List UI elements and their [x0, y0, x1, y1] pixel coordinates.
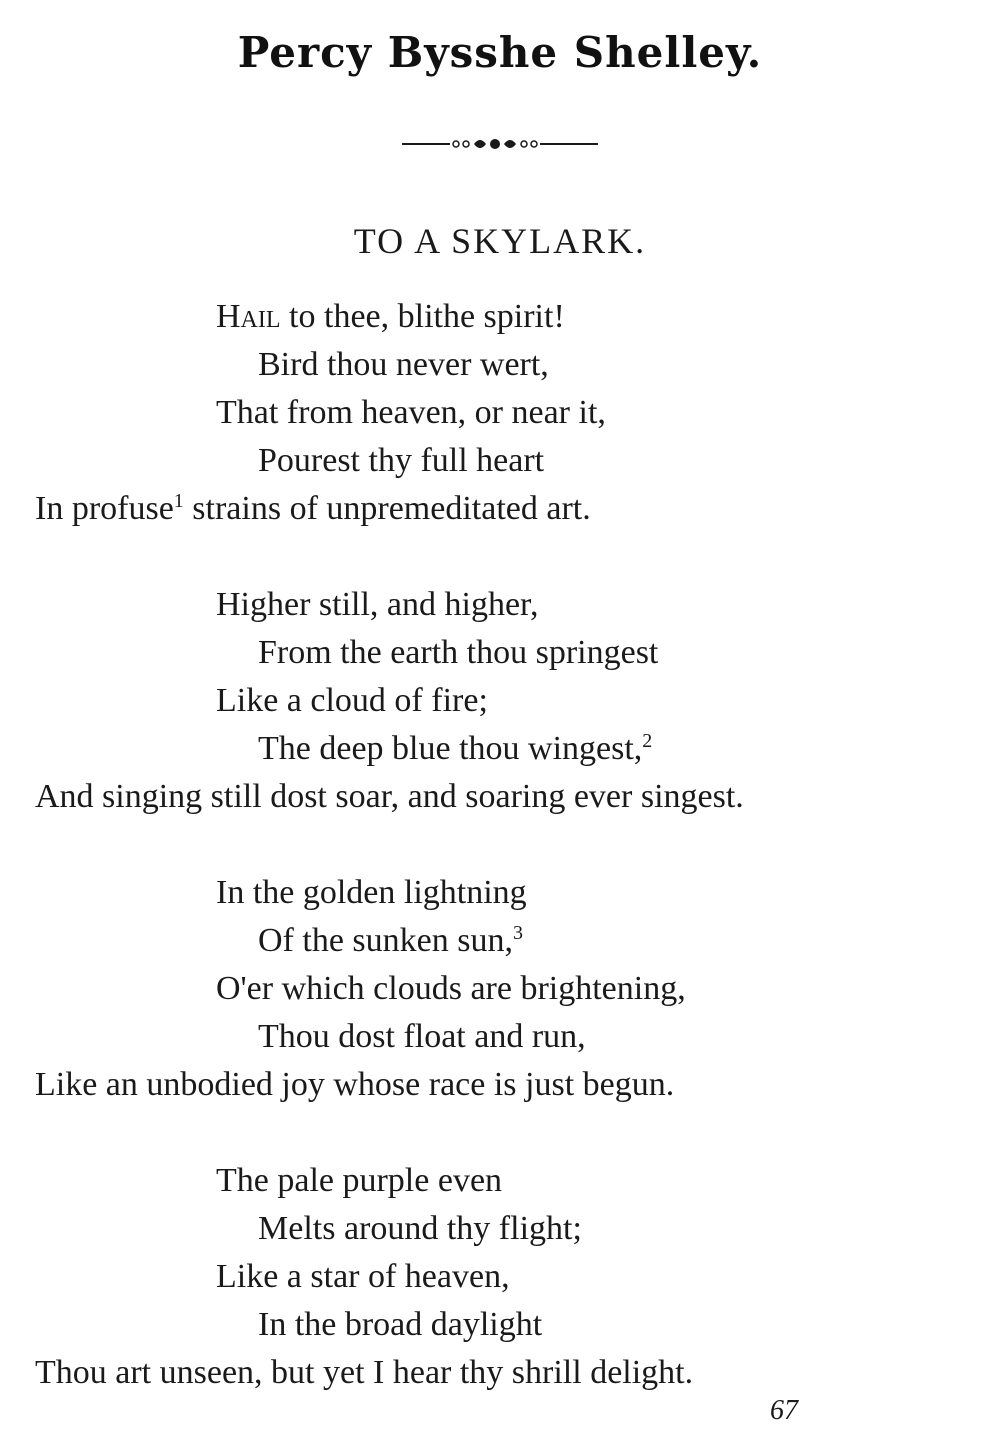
stanza-3-line-5: Like an unbodied joy whose race is just begun.	[35, 1066, 675, 1103]
stanza-3	[0, 869, 1000, 1109]
line-text: Of the sunken sun,	[258, 922, 513, 959]
stanza-4-line-1: The pale purple even	[216, 1162, 503, 1199]
stanza-1-line-5	[0, 485, 1000, 533]
author-heading: Percy Bysshe Shelley.	[237, 28, 763, 77]
stanza-2-line-3: Like a cloud of fire;	[216, 682, 488, 719]
stanza-2	[0, 581, 1000, 821]
stanza-4-line-4: In the broad daylight	[258, 1306, 543, 1343]
footnote-marker: 3	[512, 922, 523, 944]
stanza-1-line-2: Bird thou never wert,	[258, 346, 549, 383]
line-text: strains of unpremeditated art.	[183, 490, 591, 527]
line-text: The deep blue thou wingest,	[258, 730, 643, 767]
stanza-1-line-4: Pourest thy full heart	[258, 442, 545, 479]
stanza-4-line-3: Like a star of heaven,	[216, 1258, 510, 1295]
line-text: to thee, blithe spirit!	[280, 298, 565, 335]
ornament-icon	[400, 132, 600, 156]
stanza-1-line-3: That from heaven, or near it,	[216, 394, 606, 431]
stanza-3-line-3: O'er which clouds are brightening,	[216, 970, 686, 1007]
stanza-2-line-5: And singing still dost soar, and soaring ever singest.	[35, 778, 744, 815]
poem-body	[0, 293, 1000, 1445]
stanza-1-line-1	[0, 293, 1000, 341]
poem-title: TO A SKYLARK.	[353, 221, 647, 261]
ornament-divider	[0, 132, 1000, 156]
stanza-3-line-4: Thou dost float and run,	[258, 1018, 586, 1055]
footnote-marker: 1	[173, 490, 184, 512]
footnote-marker: 2	[642, 730, 653, 752]
stanza-4-line-2: Melts around thy flight;	[258, 1210, 582, 1247]
stanza-4-line-5: Thou art unseen, but yet I hear thy shrill delight.	[35, 1354, 694, 1391]
page-number: 67	[770, 1395, 798, 1426]
drop-word: Hail	[216, 298, 281, 335]
stanza-4	[0, 1157, 1000, 1397]
stanza-3-line-2	[0, 917, 1000, 965]
stanza-2-line-4	[0, 725, 1000, 773]
stanza-2-line-1: Higher still, and higher,	[216, 586, 539, 623]
stanza-3-line-1: In the golden lightning	[216, 874, 527, 911]
stanza-2-line-2: From the earth thou springest	[258, 634, 659, 671]
line-text: In profuse	[35, 490, 174, 527]
stanza-1	[0, 293, 1000, 533]
